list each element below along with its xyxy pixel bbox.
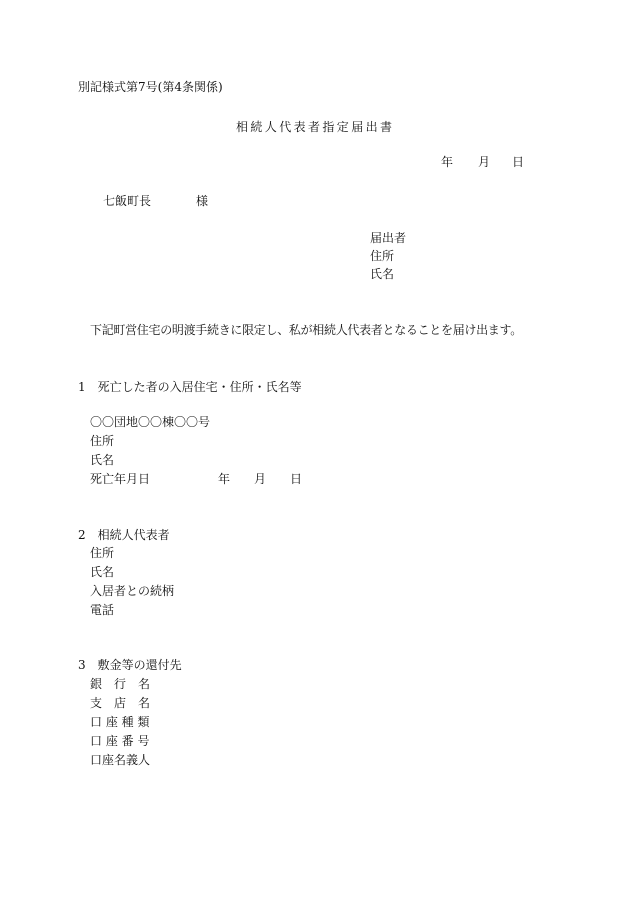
submitter-name-label: 氏名 (370, 267, 395, 281)
section-2-item: 入居者との続柄 (90, 584, 175, 598)
section-1-heading: 1 死亡した者の入居住宅・住所・氏名等 (78, 380, 302, 394)
addressee-honorific: 様 (196, 194, 209, 208)
addressee-name: 七飯町長 (103, 194, 152, 208)
death-date-year-label: 年 (218, 472, 231, 486)
death-date-day-label: 日 (290, 472, 303, 486)
section-1-item: 〇〇団地〇〇棟〇〇号 (90, 415, 211, 429)
section-2-item: 電話 (90, 603, 115, 617)
section-3-item: 口座名義人 (90, 753, 151, 767)
section-3-item: 銀 行 名 (90, 677, 151, 691)
date-year-label: 年 (441, 155, 454, 169)
submitter-address-label: 住所 (370, 249, 395, 263)
section-3-heading: 3 敷金等の還付先 (78, 658, 182, 672)
section-1-item: 氏名 (90, 453, 115, 467)
date-day-label: 日 (512, 155, 525, 169)
death-date-label: 死亡年月日 (90, 472, 151, 486)
form-label: 別記様式第7号(第4条関係) (78, 80, 223, 94)
section-1-item: 住所 (90, 434, 115, 448)
section-3-item: 口 座 種 類 (90, 715, 150, 729)
section-3-item: 口 座 番 号 (90, 734, 150, 748)
section-2-heading: 2 相続人代表者 (78, 528, 170, 542)
submitter-heading: 届出者 (370, 231, 407, 245)
document-title: 相続人代表者指定届出書 (236, 120, 395, 134)
death-date-month-label: 月 (254, 472, 267, 486)
statement-text: 下記町営住宅の明渡手続きに限定し、私が相続人代表者となることを届け出ます。 (90, 323, 522, 337)
section-2-item: 氏名 (90, 565, 115, 579)
date-month-label: 月 (478, 155, 491, 169)
section-3-item: 支 店 名 (90, 696, 151, 710)
section-2-item: 住所 (90, 546, 115, 560)
